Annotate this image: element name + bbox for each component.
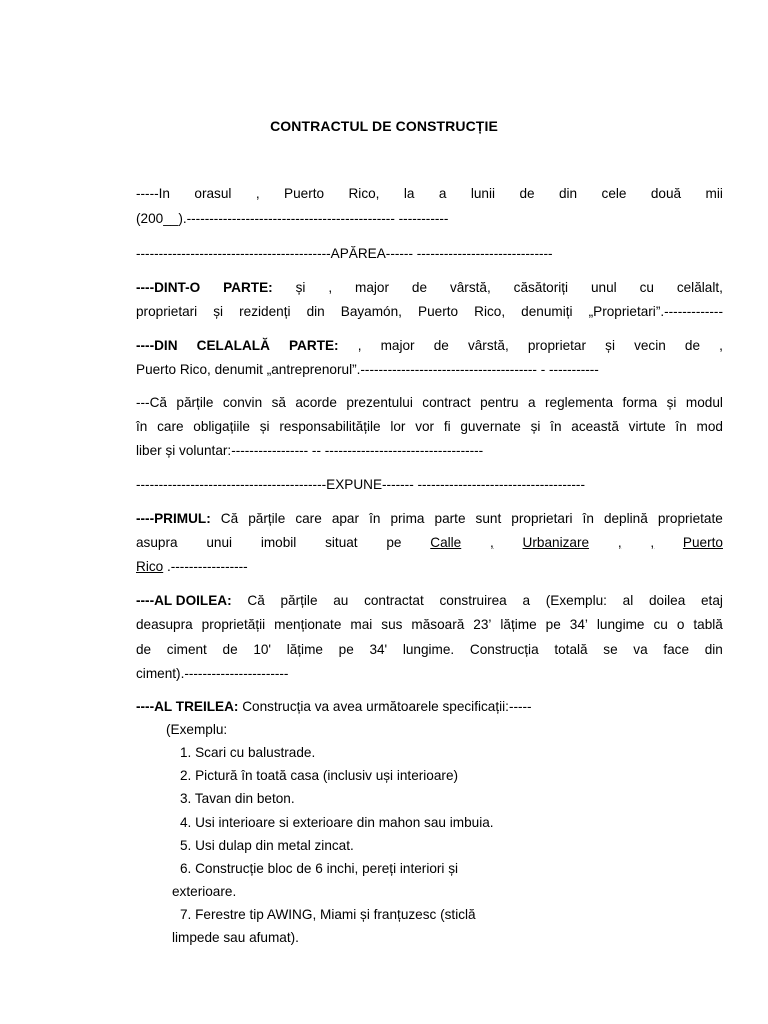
word: Că: [220, 511, 239, 526]
word: lungime.: [402, 642, 455, 657]
word: să: [271, 395, 286, 410]
word: a: [522, 593, 531, 608]
word: a: [528, 395, 536, 410]
word: (Exemplu:: [545, 593, 607, 608]
word: contract: [422, 395, 471, 410]
word: în: [369, 511, 381, 526]
word: la: [403, 186, 415, 201]
word: contractat: [364, 593, 424, 608]
word: Construcția: [469, 642, 539, 657]
word: proprietari: [511, 511, 573, 526]
word: a: [438, 186, 447, 201]
word: prima: [390, 511, 425, 526]
word: Că: [247, 593, 265, 608]
word: și: [295, 280, 306, 295]
word: și: [666, 395, 677, 410]
word: Bayamón,: [340, 304, 402, 319]
word: construirea: [439, 593, 507, 608]
word: ---Că: [136, 395, 167, 410]
spec-item-6: 6. Construcție bloc de 6 inchi, pereți interiori și: [180, 861, 459, 876]
word: reglementa: [545, 395, 614, 410]
word: parte: [434, 511, 466, 526]
word: proprietății: [201, 617, 266, 632]
word: vecin: [634, 338, 666, 353]
word: Urbanizare: [522, 535, 590, 550]
first-line-1: [136, 510, 723, 528]
intro-line-2: (200__).---------------------------------------------- -----------: [136, 211, 449, 226]
word: prezentului: [346, 395, 413, 410]
intro-line-1: [136, 185, 723, 203]
word: în: [582, 511, 594, 526]
word: convin: [222, 395, 263, 410]
word: 10': [253, 642, 272, 657]
word: vârstă,: [467, 338, 509, 353]
word: de: [684, 338, 701, 353]
word: părțile: [248, 511, 286, 526]
second-line-4: ciment).-----------------------: [136, 666, 289, 681]
word: cu: [639, 280, 654, 295]
word: din: [704, 642, 723, 657]
word: două: [650, 186, 682, 201]
word: tablă: [693, 617, 723, 632]
word: unul: [590, 280, 617, 295]
word: vor: [415, 419, 435, 434]
first-address-rico: Rico: [136, 559, 164, 574]
second-line-2: [136, 616, 723, 634]
word: menționate: [274, 617, 342, 632]
word: modul: [685, 395, 723, 410]
spec-item-4: 4. Usi interioare si exterioare din mahon sau imbuia.: [180, 815, 494, 830]
word: ,: [490, 535, 494, 550]
first-line-2: [136, 534, 723, 552]
word: proprietari: [136, 304, 198, 319]
word: Rico,: [474, 304, 506, 319]
word: părțile: [280, 593, 318, 608]
word: din: [558, 186, 578, 201]
word: al: [622, 593, 634, 608]
word: 23’: [473, 617, 492, 632]
word: lățime: [286, 642, 323, 657]
word: de: [136, 642, 152, 657]
word: rezidenți: [239, 304, 291, 319]
word: părțile: [176, 395, 214, 410]
party1-line-1: [136, 279, 723, 297]
word: Calle: [430, 535, 462, 550]
word: ,: [650, 535, 655, 550]
word: mii: [705, 186, 723, 201]
word: sunt: [475, 511, 502, 526]
word: ----DIN: [136, 338, 178, 353]
word: în: [136, 419, 148, 434]
word: în: [675, 419, 687, 434]
second-line-3: [136, 641, 723, 659]
word: din: [306, 304, 325, 319]
first-line-3-rest: .-----------------: [163, 559, 248, 574]
word: orasul: [194, 186, 232, 201]
word: se: [603, 642, 618, 657]
first-line-3: [136, 558, 723, 576]
word: ,: [328, 280, 333, 295]
word: denumiți: [521, 304, 573, 319]
word: care: [295, 511, 322, 526]
word: face: [663, 642, 690, 657]
word: Puerto: [418, 304, 459, 319]
document-title: CONTRACTUL DE CONSTRUCȚIE: [270, 118, 498, 134]
word: mai: [350, 617, 373, 632]
word: și: [213, 304, 224, 319]
word: căsătoriți: [513, 280, 569, 295]
word: ciment: [166, 642, 207, 657]
word: și: [259, 419, 270, 434]
word: de: [411, 280, 428, 295]
word: lunii: [470, 186, 496, 201]
word: Puerto: [682, 535, 723, 550]
party2-line-2: Puerto Rico, denumit „antreprenorul”.--------------------------------------- - -----------: [136, 362, 599, 377]
word: pe: [386, 535, 402, 550]
word: PARTE:: [289, 338, 339, 353]
party2-line-1: [136, 337, 723, 355]
word: proprietar: [527, 338, 587, 353]
word: Puerto: [284, 186, 325, 201]
word: care: [157, 419, 184, 434]
word: ,: [617, 535, 622, 550]
word: cu: [653, 617, 668, 632]
spec-item-5: 5. Usi dulap din metal zincat.: [180, 838, 354, 853]
recital-line-2: [136, 418, 723, 436]
appear-separator: -------------------------------------------APĂREA------ ------------------------------: [136, 246, 553, 261]
word: lungime: [596, 617, 645, 632]
word: proprietate: [657, 511, 723, 526]
word: lățime: [500, 617, 537, 632]
word: virtute: [628, 419, 666, 434]
word: 34': [369, 642, 388, 657]
word: lor: [390, 419, 406, 434]
word: deplină: [603, 511, 648, 526]
word: acorde: [295, 395, 337, 410]
word: deasupra: [136, 617, 193, 632]
word: -----In: [136, 186, 170, 201]
word: de: [222, 642, 238, 657]
spec-item-7-cont: limpede sau afumat).: [172, 930, 299, 945]
word: responsabilitățile: [279, 419, 381, 434]
word: ,: [719, 338, 723, 353]
expune-separator: ------------------------------------------EXPUNE------- -------------------------------------: [136, 477, 585, 492]
word: va: [633, 642, 648, 657]
word: unui: [206, 535, 233, 550]
first-label: ----PRIMUL:: [136, 511, 211, 526]
word: situat: [325, 535, 358, 550]
word: fi: [443, 419, 451, 434]
second-line-1: [136, 592, 723, 610]
second-label: ----AL DOILEA:: [136, 593, 232, 608]
word: de: [433, 338, 449, 353]
word: 34’: [569, 617, 588, 632]
word: major: [380, 338, 415, 353]
word: mod: [696, 419, 723, 434]
word: imobil: [260, 535, 297, 550]
word: forma: [622, 395, 658, 410]
word: cele: [601, 186, 627, 201]
spec-item-3: 3. Tavan din beton.: [180, 791, 295, 806]
word: obligațiile: [193, 419, 250, 434]
recital-line-3: liber și voluntar:----------------- -- -----------------------------------: [136, 443, 484, 458]
word: au: [333, 593, 349, 608]
third-example: (Exemplu:: [166, 722, 228, 737]
word: această: [571, 419, 619, 434]
word: în: [550, 419, 562, 434]
word: ,: [357, 338, 362, 353]
spec-item-2: 2. Pictură în toată casa (inclusiv uși interioare): [180, 768, 459, 783]
word: totală: [554, 642, 588, 657]
word: „Proprietari”.-------------: [588, 304, 723, 319]
word: de: [519, 186, 535, 201]
word: vârstă,: [449, 280, 491, 295]
word: Rico,: [348, 186, 380, 201]
word: apar: [331, 511, 360, 526]
third-line-1: [136, 698, 723, 716]
word: pe: [545, 617, 561, 632]
spec-item-1: 1. Scari cu balustrade.: [180, 745, 316, 760]
third-line-1-rest: Construcția va avea următoarele specificații:-----: [238, 699, 532, 714]
word: și: [605, 338, 615, 353]
word: pentru: [480, 395, 519, 410]
word: pe: [338, 642, 354, 657]
word: CELALALĂ: [196, 338, 270, 353]
word: celălalt,: [676, 280, 723, 295]
word: și: [530, 419, 541, 434]
spec-item-6-cont: exterioare.: [172, 884, 237, 899]
word: asupra: [136, 535, 178, 550]
word: guvernate: [460, 419, 521, 434]
word: sus: [381, 617, 403, 632]
spec-item-7: 7. Ferestre tip AWING, Miami și franțuzesc (sticlă: [180, 907, 476, 922]
party1-line-2: [136, 303, 723, 321]
word: măsoară: [411, 617, 465, 632]
word: o: [676, 617, 685, 632]
word: ----DINT-O: [136, 280, 201, 295]
word: ,: [255, 186, 260, 201]
word: doilea: [648, 593, 686, 608]
word: etaj: [700, 593, 723, 608]
word: major: [355, 280, 389, 295]
word: PARTE:: [223, 280, 273, 295]
recital-line-1: [136, 394, 723, 412]
third-label: ----AL TREILEA:: [136, 699, 239, 714]
